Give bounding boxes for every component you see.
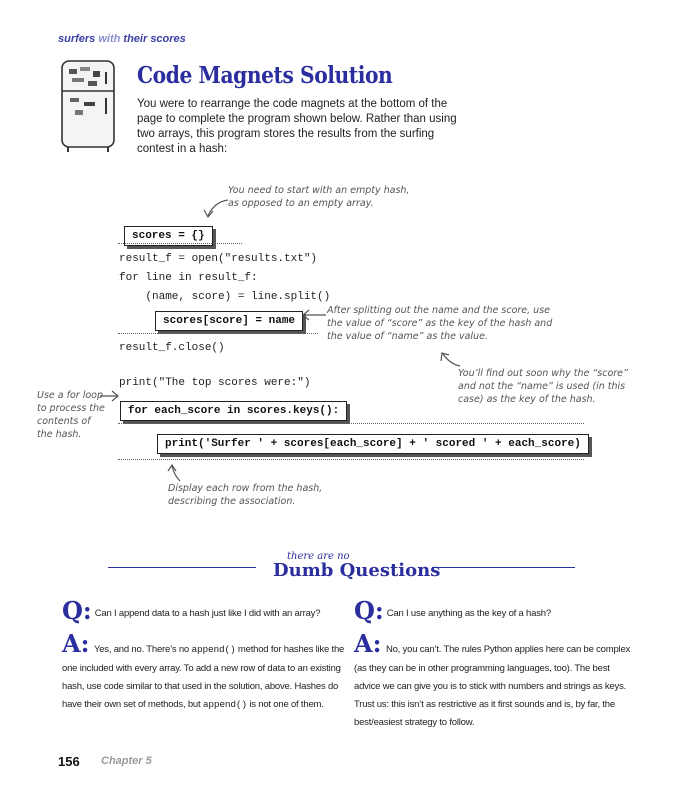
dumb-questions-title: Dumb Questions — [273, 560, 441, 581]
chapter-label: Chapter 5 — [101, 755, 152, 767]
qa-left — [62, 596, 346, 712]
page-title: Code Magnets Solution — [137, 62, 393, 89]
intro-paragraph: You were to rearrange the code magnets at the bottom of the page to complete the program shown below. Rather than using two arrays, this program stores the results from the surfing contest in a hash: — [137, 98, 457, 155]
a-letter: A: — [62, 629, 90, 658]
annotation-split: After splitting out the name and the score, use the value of “score” as the key of the hash and the value of “name” as the value. — [327, 305, 553, 342]
question-left — [62, 596, 346, 625]
code-line-for: for line in result_f: — [119, 272, 258, 284]
answer-left — [62, 629, 346, 712]
question-right — [354, 596, 636, 625]
magnet-scores-assign[interactable]: scores[score] = name — [155, 311, 303, 331]
magnet-slot-line — [118, 243, 242, 244]
magnet-scores-empty-hash[interactable]: scores = {} — [124, 226, 213, 246]
a-letter: A: — [354, 629, 382, 658]
code-line-print-header: print("The top scores were:") — [119, 377, 311, 389]
question-right-text: Can I use anything as the key of a hash? — [386, 608, 551, 619]
annotation-display: Display each row from the hash, describing the association. — [168, 483, 323, 507]
answer-right-text: No, you can’t. The rules Python applies here can be complex (as they can be in other programming languages, too). The best advice we can give you is to stick with numbers and strings as keys. Trust us: this isn’t as restrictive as it first sounds and is, by far, the best/easiest strategy to follow. — [354, 644, 631, 728]
question-left-text: Can I append data to a hash just like I did with an array? — [94, 608, 321, 619]
code-line-split: (name, score) = line.split() — [119, 291, 331, 303]
q-letter: Q: — [354, 596, 384, 625]
annotation-score-key: You’ll find out soon why the “score” and not the “name” is used (in this case) as the key of the hash. — [458, 368, 628, 405]
answer-right — [354, 629, 636, 730]
arrow-icon — [300, 308, 328, 322]
arrow-icon — [166, 463, 186, 483]
code-line-open: result_f = open("results.txt") — [119, 253, 318, 265]
divider-line — [432, 567, 575, 568]
divider-line — [108, 567, 256, 568]
annotation-for-loop: Use a for loop to process the contents of the hash. — [37, 390, 105, 440]
magnet-slot-line — [118, 459, 584, 460]
arrow-icon — [200, 194, 232, 222]
q-letter: Q: — [62, 596, 92, 625]
magnet-slot-line — [118, 423, 584, 424]
magnet-slot-line — [118, 333, 318, 334]
answer-left-text: Yes, and no. There’s no append() method for hashes like the one included with every array. To add a new row of data to an existing hash, use code similar to that used in the solution, above. Hashes do have their own set of methods, but append() is not one of them. — [62, 644, 345, 710]
running-header: surfers with their scores — [58, 33, 186, 45]
magnet-for-each-score[interactable]: for each_score in scores.keys(): — [120, 401, 347, 421]
annotation-empty-hash: You need to start with an empty hash, as opposed to an empty array. — [228, 185, 410, 209]
page-number: 156 — [58, 754, 80, 769]
magnet-print-surfer[interactable]: print('Surfer ' + scores[each_score] + ' scored ' + each_score) — [157, 434, 589, 454]
fridge-icon — [58, 58, 120, 154]
code-line-close: result_f.close() — [119, 342, 225, 354]
arrow-icon — [98, 389, 120, 403]
qa-right — [354, 596, 636, 730]
dumb-questions-small: there are no — [287, 551, 350, 562]
